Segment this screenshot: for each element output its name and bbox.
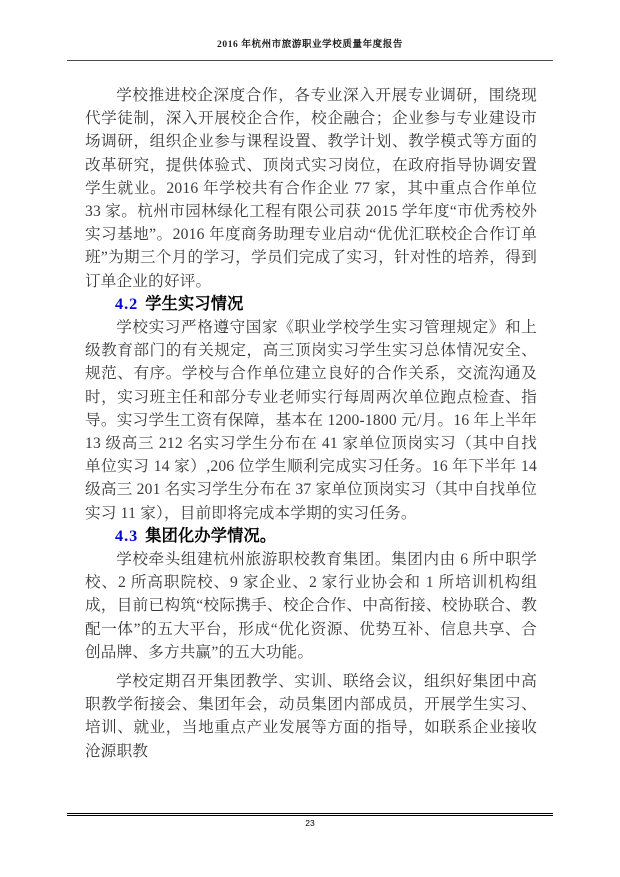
header-divider — [67, 60, 553, 61]
paragraph-school-enterprise-cooperation: 学校推进校企深度合作，各专业深入开展专业调研，围绕现代学徒制，深入开展校企合作，校企融合；企业参与专业建设市场调研，组织企业参与课程设置、教学计划、教学模式等方面的改革研究，提供体验式、顶岗式实习岗位，在政府指导协调安置学生就业。2016 年学校共有合作企业 77 家，其中重点合作单位 33 家。杭州市园林绿化工程有限公司获 2015 学年度“市优秀校外实习基地”。2016 年度商务助理专业启动“优优汇联校企合作订单班”为期三个月的学习，学员们完成了实习，针对性的培养，得到订单企业的好评。 — [85, 87, 537, 290]
document-body — [85, 84, 537, 763]
section-heading-4-3 — [85, 525, 537, 548]
page-number: 23 — [305, 818, 315, 828]
paragraph-education-group: 学校牵头组建杭州旅游职校教育集团。集团内由 6 所中职学校、2 所高职院校、9 家企业、2 家行业协会和 1 所培训机构组成，目前已构筑“校际携手、校企合作、中高衔接、校协联合、教配一体”的五大平台，形成“优化资源、优势互补、信息共享、合创品牌、多方共赢”的五大功能。 — [85, 551, 537, 661]
report-header-title: 2016 年杭州市旅游职业学校质量年度报告 — [217, 40, 403, 50]
section-heading-4-2 — [85, 293, 537, 316]
section-title: 集团化办学情况。 — [145, 526, 277, 545]
paragraph-student-internship: 学校实习严格遵守国家《职业学校学生实习管理规定》和上级教育部门的有关规定，高三顶岗实习学生实习总体情况安全、规范、有序。学校与合作单位建立良好的合作关系，交流沟通及时，实习班主任和部分专业老师实行每周两次单位跑点检查、指导。实习学生工资有保障，基本在 1200-1800 元/月。16 年上半年 13 级高三 212 名实习学生分布在 41 家单位顶岗实习（其中自找单位实习 14 家）,206 位学生顺利完成实习任务。16 年下半年 14 级高三 201 名实习学生分布在 37 家单位顶岗实习（其中自找单位实习 11 家），目前即将完成本学期的实习任务。 — [85, 319, 537, 522]
footer-divider — [67, 813, 553, 816]
paragraph-group-meetings: 学校定期召开集团教学、实训、联络会议，组织好集团中高职教学衔接会、集团年会，动员集团内部成员，开展学生实习、培训、就业，当地重点产业发展等方面的指导，如联系企业接收沧源职教 — [85, 673, 537, 760]
section-title: 学生实习情况 — [145, 294, 244, 313]
section-number: 4.2 — [114, 294, 139, 313]
section-number: 4.3 — [114, 526, 139, 545]
